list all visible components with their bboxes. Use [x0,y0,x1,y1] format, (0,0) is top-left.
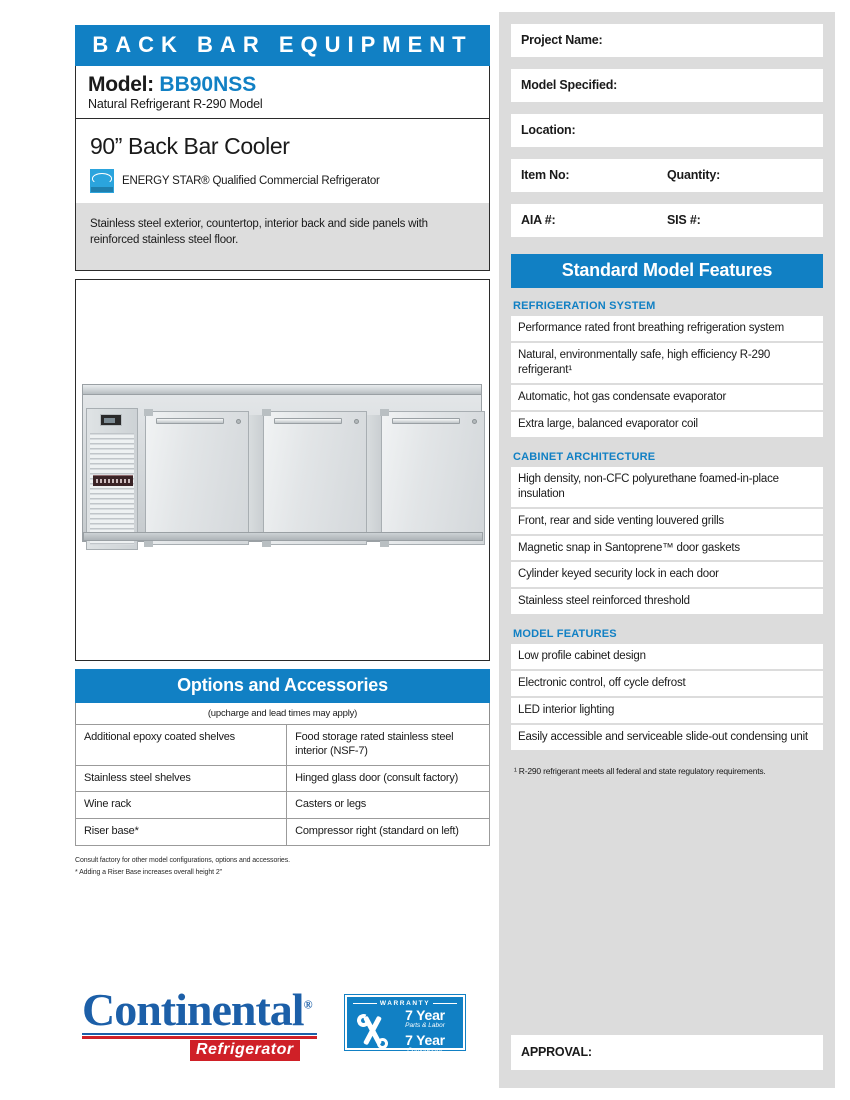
option-cell: Compressor right (standard on left) [287,819,490,846]
field-label: Location: [521,123,576,137]
door-hinge-icon [144,540,153,547]
options-fineprint [75,855,490,880]
feature-item: LED interior lighting [511,698,823,723]
product-image-frame [75,279,490,661]
door-lock-icon [472,419,477,424]
brand-logo [82,984,317,1061]
field-label: Item No: [521,168,570,182]
door-hinge-icon [144,409,153,416]
group-heading: REFRIGERATION SYSTEM [513,300,656,312]
option-cell: Stainless steel shelves [76,765,287,792]
wrench-screwdriver-icon [352,1011,392,1051]
refrigerant-footnote: ¹ R-290 refrigerant meets all federal and state regulatory requirements. [514,766,766,777]
feature-group-refrigeration [511,288,823,437]
cooler-base-rail [83,532,483,541]
table-row [76,792,490,819]
option-cell: Wine rack [76,792,287,819]
cabinet-brand-badge [93,475,133,486]
model-number: BB90NSS [159,73,257,96]
logo-rule-red [82,1036,317,1039]
features-section-title: Standard Model Features [511,254,823,288]
approval-label: APPROVAL: [521,1045,592,1059]
fineprint-line-2: * Adding a Riser Base increases overall height 2” [75,869,222,877]
field-project-name[interactable] [511,24,823,57]
field-label: Project Name: [521,33,603,47]
door-hinge-icon [380,409,389,416]
product-heading-area [76,119,489,203]
options-table [75,724,490,846]
model-line [88,74,477,96]
feature-group-model [511,616,823,776]
option-cell: Casters or legs [287,792,490,819]
field-label-secondary [667,33,813,47]
option-cell: Hinged glass door (consult factory) [287,765,490,792]
model-label: Model: [88,73,154,96]
door-lock-icon [354,419,359,424]
warranty-compressor-years: 7 Year [405,1031,445,1048]
option-cell: Food storage rated stainless steel interior (NSF-7) [287,725,490,766]
door-handle-icon [392,418,460,424]
option-cell: Riser base* [76,819,287,846]
group-heading: CABINET ARCHITECTURE [513,450,656,463]
brand-subname: Refrigerator [190,1040,300,1061]
cooler-door [145,411,249,545]
options-section-title: Options and Accessories [75,669,490,703]
right-column [499,12,835,1088]
product-description-box [75,119,490,271]
table-row [76,725,490,766]
brand-name: Continental [82,984,304,1035]
energy-star-label: ENERGY STAR® Qualified Commercial Refrigerator [122,175,380,188]
field-label-secondary: Quantity: [667,168,721,182]
registered-mark: ® [303,997,312,1012]
warranty-compressor-label: Compressor [407,1046,443,1054]
approval-field[interactable] [511,1035,823,1070]
control-display-icon [100,414,122,426]
product-description: Stainless steel exterior, countertop, interior back and side panels with reinforced stainless steel floor. [76,203,489,270]
feature-item: Cylinder keyed security lock in each door [511,562,823,587]
feature-item: Automatic, hot gas condensate evaporator [511,385,823,410]
warranty-body [347,1007,463,1054]
field-label: AIA #: [521,213,556,227]
louver-grill [90,433,134,545]
door-hinge-icon [380,540,389,547]
feature-item: Magnetic snap in Santoprene™ door gaskets [511,536,823,561]
feature-item: Extra large, balanced evaporator coil [511,412,823,437]
cooler-door [381,411,485,545]
feature-item: Natural, environmentally safe, high efficiency R-290 refrigerant¹ [511,343,823,383]
options-note: (upcharge and lead times may apply) [75,703,490,724]
fineprint-line-1: Consult factory for other model configurations, options and accessories. [75,856,290,864]
left-column [75,25,490,879]
door-hinge-icon [262,540,271,547]
feature-item: Low profile cabinet design [511,644,823,669]
feature-item: Easily accessible and serviceable slide-out condensing unit [511,725,823,750]
product-title: 90” Back Bar Cooler [90,133,290,160]
cooler-door [263,411,367,545]
feature-item: Stainless steel reinforced threshold [511,589,823,614]
model-subtitle: Natural Refrigerant R-290 Model [88,97,263,112]
warranty-parts-years: 7 Year [405,1007,445,1023]
model-box [75,66,490,119]
field-label: Model Specified: [521,78,618,92]
feature-item: Front, rear and side venting louvered grills [511,509,823,534]
warranty-parts-label: Parts & Labor [405,1022,445,1029]
group-heading: MODEL FEATURES [513,628,617,641]
feature-group-cabinet [511,439,823,615]
warranty-header [347,997,463,1007]
energy-star-row [90,169,475,193]
field-item-no-quantity[interactable] [511,159,823,192]
feature-item: High density, non-CFC polyurethane foamed-in-place insulation [511,467,823,507]
option-cell: Additional epoxy coated shelves [76,725,287,766]
warranty-terms [392,1008,458,1054]
field-label-secondary [667,78,813,92]
door-handle-icon [274,418,342,424]
warranty-label: WARRANTY [379,1000,431,1007]
compressor-louver-panel [86,408,138,550]
product-illustration [82,384,482,552]
warranty-badge [345,995,465,1054]
table-row [76,765,490,792]
door-lock-icon [236,419,241,424]
brand-wordmark [82,984,317,1035]
field-label-secondary [667,123,813,137]
cooler-cabinet [82,394,482,542]
energy-star-icon [90,169,114,193]
page-title: BACK BAR EQUIPMENT [75,25,490,66]
field-location[interactable] [511,114,823,147]
table-row [76,819,490,846]
field-label-secondary: SIS #: [667,213,701,227]
field-model-specified[interactable] [511,69,823,102]
door-handle-icon [156,418,224,424]
feature-item: Electronic control, off cycle defrost [511,671,823,696]
field-aia-sis[interactable] [511,204,823,237]
door-hinge-icon [262,409,271,416]
feature-item: Performance rated front breathing refrigeration system [511,316,823,341]
